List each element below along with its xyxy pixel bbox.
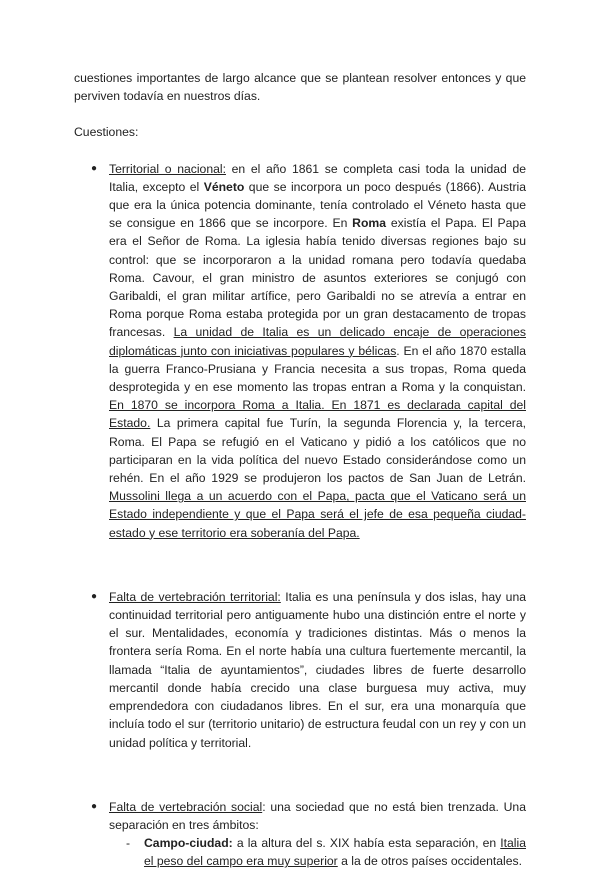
item-title: Territorial o nacional:	[109, 161, 226, 176]
intro-paragraph: cuestiones importantes de largo alcance que se plantean resolver entonces y que perviven todavía en nuestros días.	[74, 71, 526, 104]
bullet-icon: ●	[91, 162, 98, 174]
section-heading: Cuestiones:	[74, 125, 139, 140]
list-item-territorial-vertebration	[74, 588, 526, 752]
bullet-icon: ●	[91, 590, 98, 602]
item-text: Italia es una península y dos islas, hay una continuidad territorial pero antiguamente hubo una distinción entre el norte y el sur. Mentalidades, economía y tradiciones distintas. Más o menos la frontera sería Roma. En el norte había una cultura fuertemente mercantil, la llamada “Italia de ayuntamientos”, ciudades libres de fuerte desarrollo mercantil donde había crecido una clase burguesa muy activa, muy emprendedora con ciudadanos libres. En el sur, era una monarquía que incluía todo el sur (territorio unitario) de estructura feudal con un rey y con un unidad política y territorial.	[109, 589, 526, 750]
item-text: . En el año 1870 estalla la guerra Franco-Prusiana y Francia necesita a sus tropas, Roma queda desprotegida y en ese momento las tropas entran a Roma y la conquistan.	[109, 343, 526, 395]
bold-term: Campo-ciudad:	[144, 836, 233, 851]
item-text: : una sociedad que no está bien trenzada. Una separación en tres ámbitos:	[109, 799, 526, 832]
item-text: que se incorpora un poco después (1866). Austria que era la única potencia dominante, tenía controlado el Véneto hasta que se consigue en 1866 que se incorpore. En	[109, 179, 526, 231]
underlined-text: Italia el peso del campo era muy superior	[144, 836, 526, 869]
underlined-text: Mussolini llega a un acuerdo con el Papa, pacta que el Vaticano será un Estado independiente y que el Papa será el jefe de esa pequeña ciudad-estado y ese territorio era soberanía del Papa.	[109, 489, 526, 540]
sub-list	[109, 834, 526, 870]
underlined-text: En 1870 se incorpora Roma a Italia. En 1871 es declarada capital del Estado.	[109, 398, 526, 431]
bold-term: Véneto	[203, 179, 245, 194]
item-title: Falta de vertebración territorial:	[109, 589, 281, 604]
spacer	[74, 752, 526, 798]
list-item-social-vertebration	[74, 798, 526, 871]
dash-icon: -	[126, 836, 131, 851]
bullet-icon: ●	[91, 800, 98, 812]
underlined-text: La unidad de Italia es un delicado encaje de operaciones diplomáticas junto con iniciativas populares y bélicas	[109, 325, 526, 358]
spacer	[74, 542, 526, 588]
item-text: La primera capital fue Turín, la segunda Florencia y, la tercera, Roma. El Papa se refugió en el Vaticano y pidió a los católicos que no participaran en la vida política del nuevo Estado considerándose como un rehén. En el año 1929 se produjeron los pactos de San Juan de Letrán.	[109, 416, 526, 486]
list-item-territorial	[74, 160, 526, 542]
item-text: en el año 1861 se completa casi toda la unidad de Italia, excepto el	[109, 161, 526, 194]
spacer	[74, 142, 526, 160]
item-text: existía el Papa. El Papa era el Señor de Roma. La iglesia había tenido diversas regiones bajo su control: que se incorporaron a la unidad romana pero todavía quedaba Roma. Cavour, el gran ministro de asuntos exteriores se conjugó con Garibaldi, el gran militar artífice, pero Garibaldi no se atrevía a entrar en Roma porque Roma estaba protegida por un gran destacamento de tropas francesas.	[109, 216, 526, 340]
item-text: a la de otros países occidentales.	[337, 854, 523, 869]
spacer	[74, 105, 526, 123]
bold-term: Roma	[352, 216, 387, 231]
sub-item-campo-ciudad	[109, 834, 526, 870]
item-title: Falta de vertebración social	[109, 799, 263, 814]
issues-list	[74, 160, 526, 871]
item-text: a la altura del s. XIX había esta separación, en	[232, 836, 501, 851]
